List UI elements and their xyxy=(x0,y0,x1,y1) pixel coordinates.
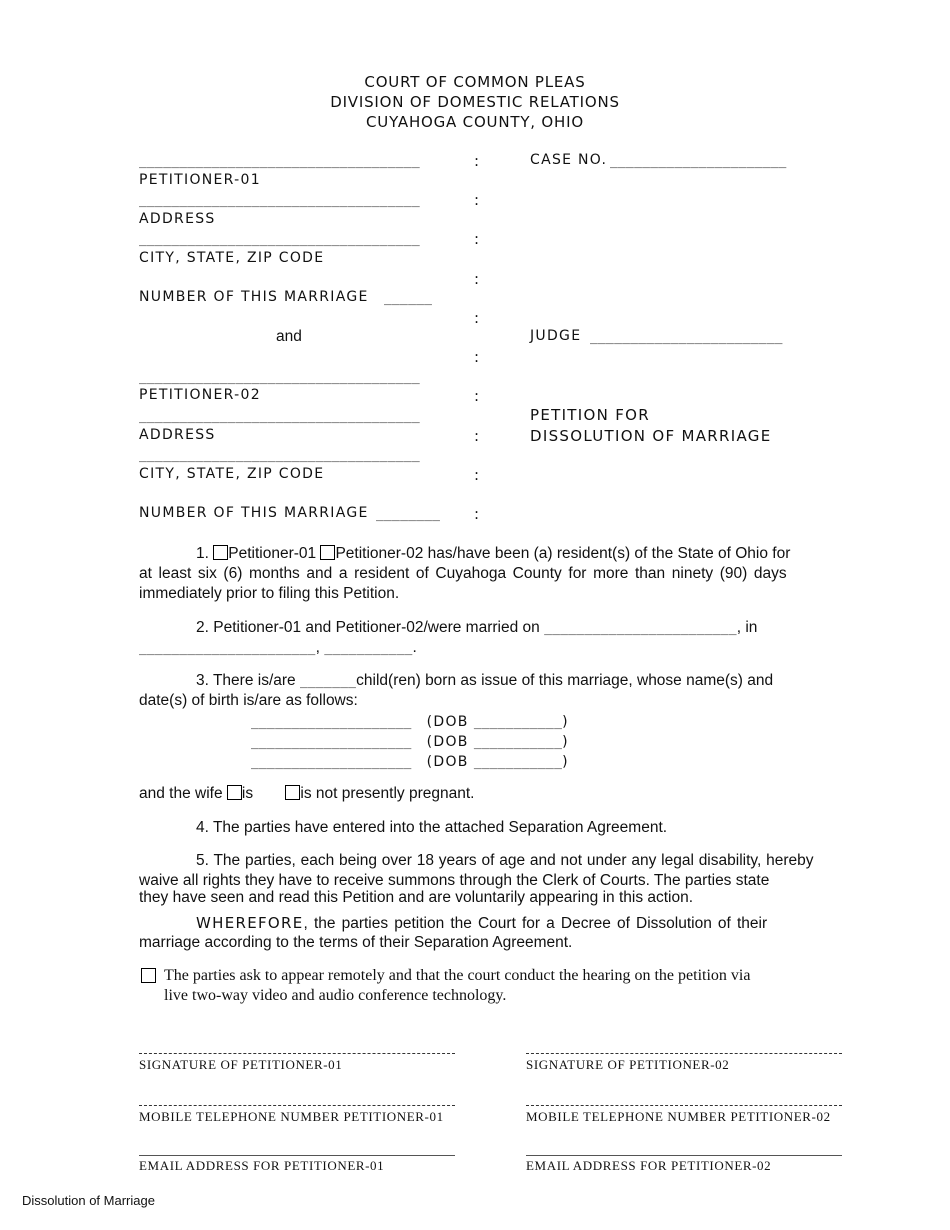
dob-label: (DOB xyxy=(426,734,469,750)
marriage-city-blank[interactable]: ______________________ xyxy=(139,641,316,656)
dob-close: ) xyxy=(562,714,569,730)
caption-colon: : xyxy=(474,387,480,405)
paragraph-3-text: 3. There is/are xyxy=(196,672,300,689)
petitioner2-name-blank[interactable]: ___________________________________ xyxy=(139,370,420,385)
case-no-label: CASE NO. xyxy=(530,152,608,168)
child-dob-blank[interactable]: ___________ xyxy=(473,735,563,750)
caption-colon: : xyxy=(474,466,480,484)
court-name: COURT OF COMMON PLEAS xyxy=(364,73,586,91)
paragraph-2-line-2 xyxy=(139,638,417,659)
caption-colon: : xyxy=(474,191,480,209)
petition-title: PETITION FOR xyxy=(530,406,650,424)
email-label-petitioner1: EMAIL ADDRESS FOR PETITIONER-01 xyxy=(139,1158,385,1173)
case-no-blank[interactable]: ______________________ xyxy=(610,154,787,169)
caption-colon: : xyxy=(474,348,480,366)
caption-colon: : xyxy=(474,270,480,288)
marriage1-label: NUMBER OF THIS MARRIAGE xyxy=(139,289,369,305)
judge-blank[interactable]: ________________________ xyxy=(590,330,783,345)
phone-line-petitioner1[interactable] xyxy=(139,1105,455,1106)
paragraph-3-text: child(ren) born as issue of this marriage, whose name(s) and xyxy=(356,672,774,689)
paragraph-1-first-line xyxy=(196,544,790,564)
petitioner2-address-blank[interactable]: ___________________________________ xyxy=(139,409,420,424)
petitioner2-city-blank[interactable]: ___________________________________ xyxy=(139,448,420,463)
petitioner1-name-blank[interactable]: ___________________________________ xyxy=(139,154,420,169)
child-name-blank[interactable]: ____________________ xyxy=(251,715,412,730)
petitioner1-option-label: Petitioner-01 xyxy=(228,545,317,562)
marriage-date-blank[interactable]: ________________________ xyxy=(544,621,737,636)
signature-line-petitioner2[interactable] xyxy=(526,1053,842,1054)
phone-line-petitioner2[interactable] xyxy=(526,1105,842,1106)
signature-label-petitioner1: SIGNATURE OF PETITIONER-01 xyxy=(139,1057,343,1072)
paragraph-2-line-1 xyxy=(196,618,757,639)
wife-prefix: and the wife xyxy=(139,785,223,802)
child-dob-blank[interactable]: ___________ xyxy=(473,755,563,770)
child-row xyxy=(251,711,569,730)
dob-label: (DOB xyxy=(426,714,469,730)
wife-is-pregnant-checkbox[interactable] xyxy=(227,785,242,800)
paragraph-1-line-3: immediately prior to filing this Petition. xyxy=(139,585,400,602)
address2-label: ADDRESS xyxy=(139,427,216,443)
paragraph-1-number: 1. xyxy=(196,545,209,562)
petitioner1-address-blank[interactable]: ___________________________________ xyxy=(139,193,420,208)
child-row xyxy=(251,731,569,750)
email-line-petitioner2[interactable] xyxy=(526,1155,842,1156)
wherefore-text: , the parties petition the Court for a Decree of Dissolution of their xyxy=(303,915,768,932)
caption-colon: : xyxy=(474,505,480,523)
period: . xyxy=(412,639,417,656)
wherefore-word: WHEREFORE xyxy=(196,914,304,932)
paragraph-3-line-1 xyxy=(196,671,773,692)
marriage-state-blank[interactable]: ___________ xyxy=(324,641,413,656)
child-name-blank[interactable]: ____________________ xyxy=(251,735,412,750)
city2-label: CITY, STATE, ZIP CODE xyxy=(139,466,325,482)
address1-label: ADDRESS xyxy=(139,211,216,227)
pregnancy-line xyxy=(139,784,474,804)
petitioner1-city-blank[interactable]: ___________________________________ xyxy=(139,232,420,247)
wherefore-line-1 xyxy=(196,913,767,934)
county-name: CUYAHOGA COUNTY, OHIO xyxy=(366,113,584,131)
paragraph-5-line-2: waive all rights they have to receive summons through the Clerk of Courts. The parties state xyxy=(139,872,770,889)
paragraph-2-text: , in xyxy=(736,619,758,636)
phone-label-petitioner1: MOBILE TELEPHONE NUMBER PETITIONER-01 xyxy=(139,1109,444,1124)
judge-label: JUDGE xyxy=(530,328,582,344)
email-label-petitioner2: EMAIL ADDRESS FOR PETITIONER-02 xyxy=(526,1158,772,1173)
marriage2-label: NUMBER OF THIS MARRIAGE xyxy=(139,505,369,521)
petitioner2-label: PETITIONER-02 xyxy=(139,387,261,403)
paragraph-4: 4. The parties have entered into the attached Separation Agreement. xyxy=(196,819,668,836)
wife-not-pregnant-checkbox[interactable] xyxy=(285,785,300,800)
child-name-blank[interactable]: ____________________ xyxy=(251,755,412,770)
child-dob-blank[interactable]: ___________ xyxy=(473,715,563,730)
separator: , xyxy=(315,639,325,656)
remote-appearance-line-1: The parties ask to appear remotely and that the court conduct the hearing on the petition via xyxy=(164,967,751,984)
phone-label-petitioner2: MOBILE TELEPHONE NUMBER PETITIONER-02 xyxy=(526,1109,831,1124)
signature-line-petitioner1[interactable] xyxy=(139,1053,455,1054)
marriage2-blank[interactable]: ________ xyxy=(376,507,441,522)
marriage1-blank[interactable]: ______ xyxy=(384,291,433,306)
wife-is-label: is xyxy=(241,785,254,802)
paragraph-1-line-2: at least six (6) months and a resident of Cuyahoga County for more than ninety (90) days xyxy=(139,565,787,582)
child-row xyxy=(251,751,569,770)
caption-colon: : xyxy=(474,427,480,445)
children-count-blank[interactable]: _______ xyxy=(299,674,357,689)
paragraph-3-line-2: date(s) of birth is/are as follows: xyxy=(139,692,358,709)
wife-not-label: is not presently pregnant. xyxy=(300,785,475,802)
dob-close: ) xyxy=(562,734,569,750)
dob-close: ) xyxy=(562,754,569,770)
remote-appearance-line-2: live two-way video and audio conference technology. xyxy=(164,987,507,1004)
petitioner2-option-label: Petitioner-02 has/have been (a) resident(s) of the State of Ohio for xyxy=(335,545,791,562)
petition-title: DISSOLUTION OF MARRIAGE xyxy=(530,427,772,445)
email-line-petitioner1[interactable] xyxy=(139,1155,455,1156)
city1-label: CITY, STATE, ZIP CODE xyxy=(139,250,325,266)
signature-label-petitioner2: SIGNATURE OF PETITIONER-02 xyxy=(526,1057,730,1072)
paragraph-5-line-1: 5. The parties, each being over 18 years of age and not under any legal disability, hereby xyxy=(196,852,814,869)
dob-label: (DOB xyxy=(426,754,469,770)
petitioner1-resident-checkbox[interactable] xyxy=(213,545,228,560)
caption-colon: : xyxy=(474,230,480,248)
division-name: DIVISION OF DOMESTIC RELATIONS xyxy=(330,93,620,111)
and-text: and xyxy=(276,328,302,345)
caption-colon: : xyxy=(474,309,480,327)
remote-appearance-checkbox[interactable] xyxy=(141,968,156,983)
footer-text: Dissolution of Marriage xyxy=(22,1193,155,1208)
petitioner2-resident-checkbox[interactable] xyxy=(320,545,335,560)
paragraph-2-text: 2. Petitioner-01 and Petitioner-02/were married on xyxy=(196,619,545,636)
wherefore-line-2: marriage according to the terms of their Separation Agreement. xyxy=(139,934,573,951)
paragraph-5-line-3: they have seen and read this Petition and are voluntarily appearing in this action. xyxy=(139,889,694,906)
caption-colon: : xyxy=(474,152,480,170)
petitioner1-label: PETITIONER-01 xyxy=(139,172,261,188)
